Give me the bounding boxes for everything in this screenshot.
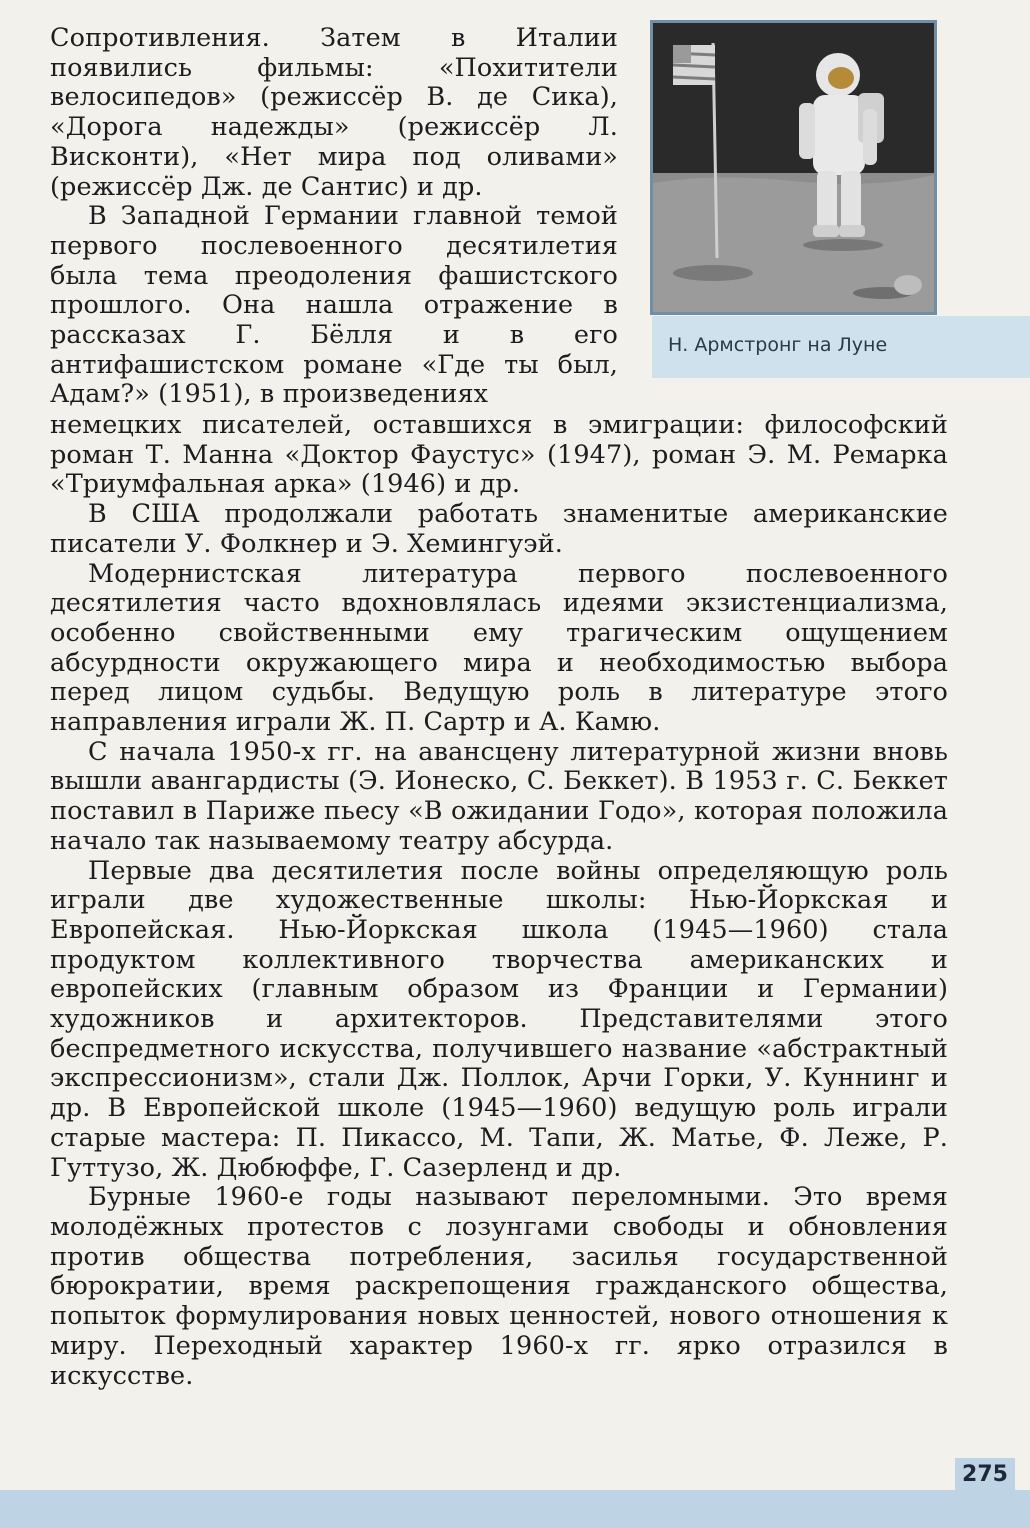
figure-caption: Н. Армстронг на Луне [668, 334, 888, 356]
paragraph-7: Бурные 1960-е годы называют переломными. Это время молодёжных протестов с лозунгами свободы и обновления против общества потребления, засилья государственной бюрократии, время раскрепощения гражданского общества, попыток формулирования новых ценностей, нового отношения к миру. Переходный характер 1960-х гг. ярко отразился в искусстве. [50, 1182, 948, 1391]
paragraph-6: Первые два десятилетия после войны определяющую роль играли две художественные школы: Нью-Йоркская и Европейская. Нью-Йоркская школа (1945—1960) стала продуктом коллективного творчества американских и европейских (главным образом из Франции и Германии) художников и архитекторов. Представителями этого беспредметного искусства, получившего название «абстрактный экспрессионизм», стали Дж. Поллок, Арчи Горки, У. Куннинг и др. В Европейской школе (1945—1960) ведущую роль играли старые мастера: П. Пикассо, М. Тапи, Ж. Матье, Ф. Леже, Р. Гуттузо, Ж. Дюбюффе, Г. Сазерленд и др. [50, 855, 948, 1183]
page-number: 275 [962, 1462, 1008, 1487]
text-column-wide [50, 411, 948, 1391]
paragraph-2-end: немецких писателей, оставшихся в эмиграции: философский роман Т. Манна «Доктор Фаустус» (1947), роман Э. М. Ремарка «Триумфальная арка» (1946) и др. [50, 410, 948, 500]
paragraph-4: Модернистская литература первого послевоенного десятилетия часто вдохновлялась идеями экзистенциализма, особенно свойственными ему трагическим ощущением абсурдности окружающего мира и необходимостью выбора перед лицом судьбы. Ведущую роль в литературе этого направления играли Ж. П. Сартр и А. Камю. [50, 558, 948, 738]
footer-band [0, 1490, 1030, 1528]
paragraph-2-start: В Западной Германии главной темой первого послевоенного десятилетия была тема преодоления фашистского прошлого. Она нашла отражение в рассказах Г. Бёлля и в его антифашистском романе «Где ты был, Адам?» (1951), в произведениях [50, 201, 618, 410]
paragraph-3: В США продолжали работать знаменитые американские писатели У. Фолкнер и Э. Хемингуэй. [50, 499, 948, 559]
paragraph-1: Сопротивления. Затем в Италии появились фильмы: «Похитители велосипедов» (режиссёр В. де Сика), «Дорога надежды» (режиссёр Л. Висконти), «Нет мира под оливами» (режиссёр Дж. де Сантис) и др. [50, 23, 618, 202]
astronaut-on-moon-photo [650, 20, 937, 315]
text-column-narrow [50, 24, 618, 410]
paragraph-5: С начала 1950-х гг. на авансцену литературной жизни вновь вышли авангардисты (Э. Ионеско, С. Беккет). В 1953 г. С. Беккет поставил в Париже пьесу «В ожидании Годо», которая положила начало так называемому театру абсурда. [50, 736, 948, 856]
